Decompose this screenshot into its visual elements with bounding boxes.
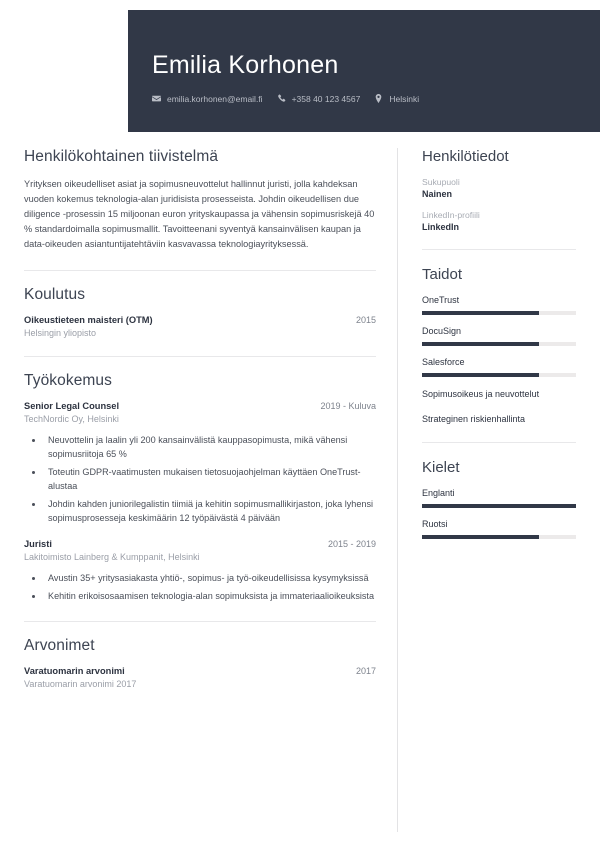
sidebar-divider — [422, 249, 576, 250]
entry-title: Juristi — [24, 539, 52, 550]
education-entry — [24, 315, 376, 338]
entry-date: 2017 — [355, 666, 376, 677]
skill-bar-fill — [422, 311, 539, 315]
resume-header — [128, 10, 600, 132]
column-divider — [397, 148, 398, 832]
entry-subtitle: Lakitoimisto Lainberg & Kumppanit, Helsinki — [24, 552, 200, 563]
entry-date: 2015 — [355, 314, 376, 325]
personal-info-heading: Henkilötiedot — [422, 148, 509, 165]
section-divider — [24, 621, 376, 622]
contact-email[interactable] — [152, 94, 263, 104]
entry-header — [24, 666, 376, 676]
bullet-item: • Toteutin GDPR-vaatimusten mukaisen tietosuojaohjelman käyttäen OneTrust-alustaa — [44, 465, 376, 493]
language-bar-track — [422, 535, 576, 539]
skill-bar-fill — [422, 373, 539, 377]
entry-date: 2019 - Kuluva — [320, 400, 376, 411]
section-awards — [24, 637, 376, 689]
field-label: Sukupuoli — [422, 177, 460, 187]
section-experience — [24, 372, 376, 604]
bullet-item: • Johdin kahden juniorilegalistin tiimiä ja kehitin sopimusmallikirjaston, joka lyhensi sopimusprosesseja keskimäärin 12 työpäivästä 4 päivään — [44, 497, 376, 525]
entry-title: Oikeustieteen maisteri (OTM) — [24, 314, 153, 325]
skill-bar-track — [422, 311, 576, 315]
entry-bullets — [44, 571, 376, 603]
section-personal-info — [422, 148, 576, 232]
language-item — [422, 519, 576, 539]
language-item — [422, 488, 576, 508]
language-bar-fill — [422, 535, 539, 539]
location-pin-icon — [374, 94, 383, 103]
bullet-item: • Avustin 35+ yritysasiakasta yhtiö-, sopimus- ja työ-oikeudellisissa kysymyksissä — [44, 571, 376, 585]
entry-subtitle: Helsingin yliopisto — [24, 327, 97, 338]
contact-email-text: emilia.korhonen@email.fi — [167, 93, 263, 104]
entry-subtitle: Varatuomarin arvonimi 2017 — [24, 679, 137, 690]
experience-entry — [24, 539, 376, 603]
skills-heading: Taidot — [422, 266, 463, 283]
skill-item — [422, 357, 576, 377]
skill-item — [422, 295, 576, 315]
entry-header — [24, 401, 376, 411]
language-bar-fill — [422, 504, 576, 508]
section-education — [24, 286, 376, 338]
summary-text: Yrityksen oikeudelliset asiat ja sopimusneuvottelut hallinnut juristi, jolla kahdeksan vuoden kokemus teknologia-alan juridisista prosesseista. Johdin oikeudellisen due diligence -prosessin 15 miljoonan euron yrityskaupassa ja vähensin sopimusriskejä 40 % standardoimalla sopimusmallit. Tavoitteenani syventyä kansainvälisen kaupan ja data-oikeuden asiantuntijatehtäviin kasvavassa teknologiayrityksessä. — [24, 179, 375, 249]
field-value[interactable]: LinkedIn — [422, 222, 460, 232]
entry-header — [24, 539, 376, 549]
skill-label: Salesforce — [422, 357, 465, 367]
award-entry — [24, 666, 376, 689]
language-bar-track — [422, 504, 576, 508]
entry-title: Varatuomarin arvonimi — [24, 666, 125, 677]
entry-date: 2015 - 2019 — [327, 539, 376, 550]
experience-heading: Työkokemus — [24, 371, 113, 389]
language-label: Ruotsi — [422, 519, 448, 530]
sidebar-divider — [422, 442, 576, 443]
candidate-name: Emilia Korhonen — [152, 51, 339, 79]
section-divider — [24, 270, 376, 271]
field-label: LinkedIn-profiili — [422, 210, 480, 220]
entry-subtitle: TechNordic Oy, Helsinki — [24, 413, 119, 424]
skill-bar-fill — [422, 342, 539, 346]
main-column — [24, 148, 376, 703]
language-label: Englanti — [422, 488, 455, 499]
languages-heading: Kielet — [422, 459, 460, 477]
sidebar-column — [422, 148, 576, 550]
skill-item — [422, 326, 576, 346]
entry-bullets — [44, 433, 376, 526]
bullet-item: • Kehitin erikoisosaamisen teknologia-alan sopimuksista ja immateriaalioikeuksista — [44, 589, 376, 603]
skill-label: DocuSign — [422, 326, 462, 336]
skill-label: OneTrust — [422, 295, 460, 305]
skill-bar-track — [422, 342, 576, 346]
education-heading: Koulutus — [24, 285, 86, 303]
contact-phone-text: +358 40 123 4567 — [291, 93, 361, 104]
section-summary — [24, 148, 376, 252]
contact-row — [152, 94, 600, 104]
bullet-item: • Neuvottelin ja laalin yli 200 kansainvälistä kauppasopimusta, mikä vähensi sopimusriitoja 65 % — [44, 433, 376, 461]
section-divider — [24, 356, 376, 357]
envelope-icon — [152, 94, 161, 103]
awards-heading: Arvonimet — [24, 637, 95, 655]
skill-label: Sopimusoikeus ja neuvottelut — [422, 389, 540, 399]
personal-info-field — [422, 210, 576, 232]
contact-location-text: Helsinki — [389, 93, 420, 104]
contact-location[interactable] — [374, 94, 419, 104]
phone-icon — [277, 94, 286, 103]
experience-entry — [24, 401, 376, 526]
entry-title: Senior Legal Counsel — [24, 400, 120, 411]
section-languages — [422, 459, 576, 539]
field-value: Nainen — [422, 189, 453, 199]
contact-phone[interactable] — [277, 94, 361, 104]
skill-label: Strateginen riskienhallinta — [422, 413, 526, 424]
summary-heading: Henkilökohtainen tiivistelmä — [24, 148, 219, 165]
personal-info-field — [422, 177, 576, 199]
section-skills — [422, 266, 576, 425]
skill-bar-track — [422, 373, 576, 377]
entry-header — [24, 315, 376, 325]
